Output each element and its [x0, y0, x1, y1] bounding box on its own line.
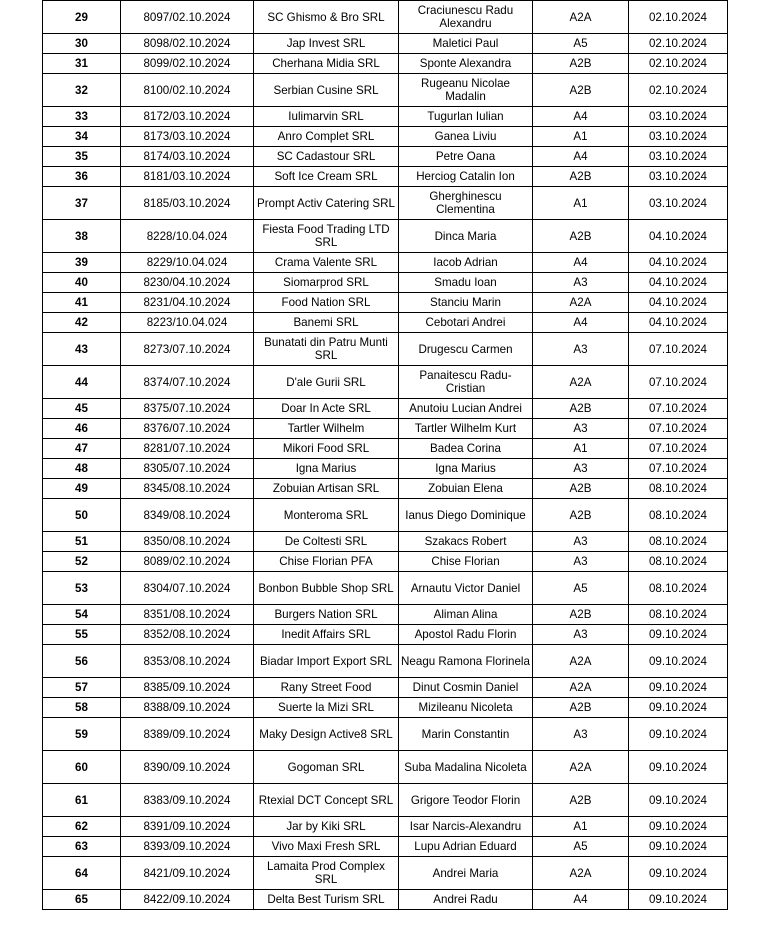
document-number-cell: 8393/09.10.2024 [121, 837, 254, 857]
category-cell: A1 [533, 817, 629, 837]
row-number-cell: 32 [43, 74, 121, 107]
row-number-cell: 56 [43, 645, 121, 678]
date-cell: 04.10.2024 [629, 273, 728, 293]
person-name-cell: Arnautu Victor Daniel [399, 572, 533, 605]
table-row [43, 857, 728, 890]
document-number-cell: 8230/04.10.2024 [121, 273, 254, 293]
person-name-cell: Craciunescu Radu Alexandru [399, 1, 533, 34]
row-number-cell: 57 [43, 678, 121, 698]
date-cell: 07.10.2024 [629, 366, 728, 399]
table-row [43, 293, 728, 313]
person-name-cell: Lupu Adrian Eduard [399, 837, 533, 857]
person-name-cell: Petre Oana [399, 147, 533, 167]
category-cell: A3 [533, 273, 629, 293]
category-cell: A2A [533, 366, 629, 399]
company-name-cell: SC Ghismo & Bro SRL [254, 1, 399, 34]
category-cell: A3 [533, 552, 629, 572]
row-number-cell: 37 [43, 187, 121, 220]
company-name-cell: Siomarprod SRL [254, 273, 399, 293]
category-cell: A1 [533, 439, 629, 459]
table-row [43, 313, 728, 333]
row-number-cell: 52 [43, 552, 121, 572]
row-number-cell: 46 [43, 419, 121, 439]
table-row [43, 479, 728, 499]
table-row [43, 718, 728, 751]
document-number-cell: 8281/07.10.2024 [121, 439, 254, 459]
company-name-cell: Inedit Affairs SRL [254, 625, 399, 645]
date-cell: 02.10.2024 [629, 54, 728, 74]
date-cell: 02.10.2024 [629, 1, 728, 34]
date-cell: 09.10.2024 [629, 784, 728, 817]
document-number-cell: 8374/07.10.2024 [121, 366, 254, 399]
row-number-cell: 60 [43, 751, 121, 784]
person-name-cell: Suba Madalina Nicoleta [399, 751, 533, 784]
document-number-cell: 8385/09.10.2024 [121, 678, 254, 698]
category-cell: A3 [533, 333, 629, 366]
date-cell: 08.10.2024 [629, 605, 728, 625]
row-number-cell: 31 [43, 54, 121, 74]
company-name-cell: Tartler Wilhelm [254, 419, 399, 439]
date-cell: 04.10.2024 [629, 253, 728, 273]
row-number-cell: 54 [43, 605, 121, 625]
company-name-cell: Maky Design Active8 SRL [254, 718, 399, 751]
document-number-cell: 8349/08.10.2024 [121, 499, 254, 532]
company-name-cell: SC Cadastour SRL [254, 147, 399, 167]
category-cell: A2B [533, 605, 629, 625]
document-number-cell: 8099/02.10.2024 [121, 54, 254, 74]
row-number-cell: 62 [43, 817, 121, 837]
company-name-cell: Serbian Cusine SRL [254, 74, 399, 107]
table-row [43, 552, 728, 572]
category-cell: A4 [533, 147, 629, 167]
table-row [43, 499, 728, 532]
row-number-cell: 59 [43, 718, 121, 751]
person-name-cell: Iacob Adrian [399, 253, 533, 273]
document-number-cell: 8231/04.10.2024 [121, 293, 254, 313]
document-number-cell: 8391/09.10.2024 [121, 817, 254, 837]
date-cell: 08.10.2024 [629, 552, 728, 572]
date-cell: 09.10.2024 [629, 625, 728, 645]
company-name-cell: Food Nation SRL [254, 293, 399, 313]
date-cell: 03.10.2024 [629, 107, 728, 127]
person-name-cell: Isar Narcis-Alexandru [399, 817, 533, 837]
person-name-cell: Sponte Alexandra [399, 54, 533, 74]
company-name-cell: Doar In Acte SRL [254, 399, 399, 419]
table-row [43, 220, 728, 253]
person-name-cell: Ganea Liviu [399, 127, 533, 147]
category-cell: A3 [533, 419, 629, 439]
category-cell: A1 [533, 187, 629, 220]
document-number-cell: 8345/08.10.2024 [121, 479, 254, 499]
date-cell: 02.10.2024 [629, 74, 728, 107]
date-cell: 08.10.2024 [629, 572, 728, 605]
company-name-cell: Vivo Maxi Fresh SRL [254, 837, 399, 857]
row-number-cell: 45 [43, 399, 121, 419]
company-name-cell: Soft Ice Cream SRL [254, 167, 399, 187]
company-name-cell: Zobuian Artisan SRL [254, 479, 399, 499]
document-number-cell: 8375/07.10.2024 [121, 399, 254, 419]
document-number-cell: 8172/03.10.2024 [121, 107, 254, 127]
person-name-cell: Tartler Wilhelm Kurt [399, 419, 533, 439]
table-row [43, 625, 728, 645]
date-cell: 09.10.2024 [629, 890, 728, 910]
date-cell: 08.10.2024 [629, 532, 728, 552]
person-name-cell: Andrei Radu [399, 890, 533, 910]
category-cell: A2A [533, 751, 629, 784]
table-row [43, 366, 728, 399]
company-name-cell: Igna Marius [254, 459, 399, 479]
table-row [43, 127, 728, 147]
table-row [43, 107, 728, 127]
category-cell: A2B [533, 74, 629, 107]
category-cell: A2B [533, 698, 629, 718]
category-cell: A2B [533, 220, 629, 253]
company-name-cell: Jap Invest SRL [254, 34, 399, 54]
registry-table-body [43, 1, 728, 910]
row-number-cell: 50 [43, 499, 121, 532]
company-name-cell: Anro Complet SRL [254, 127, 399, 147]
row-number-cell: 61 [43, 784, 121, 817]
company-name-cell: Banemi SRL [254, 313, 399, 333]
table-row [43, 54, 728, 74]
category-cell: A2B [533, 399, 629, 419]
document-number-cell: 8229/10.04.024 [121, 253, 254, 273]
table-row [43, 751, 728, 784]
person-name-cell: Apostol Radu Florin [399, 625, 533, 645]
category-cell: A4 [533, 107, 629, 127]
row-number-cell: 65 [43, 890, 121, 910]
date-cell: 09.10.2024 [629, 837, 728, 857]
category-cell: A2B [533, 54, 629, 74]
date-cell: 09.10.2024 [629, 857, 728, 890]
table-row [43, 698, 728, 718]
person-name-cell: Maletici Paul [399, 34, 533, 54]
company-name-cell: Bunatati din Patru Munti SRL [254, 333, 399, 366]
person-name-cell: Grigore Teodor Florin [399, 784, 533, 817]
registry-table [42, 0, 728, 910]
document-number-cell: 8352/08.10.2024 [121, 625, 254, 645]
category-cell: A4 [533, 253, 629, 273]
row-number-cell: 42 [43, 313, 121, 333]
category-cell: A2A [533, 857, 629, 890]
table-row [43, 167, 728, 187]
company-name-cell: Fiesta Food Trading LTD SRL [254, 220, 399, 253]
row-number-cell: 51 [43, 532, 121, 552]
person-name-cell: Aliman Alina [399, 605, 533, 625]
row-number-cell: 40 [43, 273, 121, 293]
date-cell: 07.10.2024 [629, 399, 728, 419]
category-cell: A1 [533, 127, 629, 147]
person-name-cell: Drugescu Carmen [399, 333, 533, 366]
person-name-cell: Neagu Ramona Florinela [399, 645, 533, 678]
document-number-cell: 8304/07.10.2024 [121, 572, 254, 605]
table-row [43, 147, 728, 167]
table-row [43, 399, 728, 419]
row-number-cell: 29 [43, 1, 121, 34]
document-number-cell: 8174/03.10.2024 [121, 147, 254, 167]
company-name-cell: D'ale Gurii SRL [254, 366, 399, 399]
table-row [43, 645, 728, 678]
row-number-cell: 38 [43, 220, 121, 253]
row-number-cell: 30 [43, 34, 121, 54]
document-number-cell: 8098/02.10.2024 [121, 34, 254, 54]
document-number-cell: 8421/09.10.2024 [121, 857, 254, 890]
category-cell: A3 [533, 459, 629, 479]
row-number-cell: 55 [43, 625, 121, 645]
date-cell: 07.10.2024 [629, 459, 728, 479]
document-number-cell: 8089/02.10.2024 [121, 552, 254, 572]
company-name-cell: Delta Best Turism SRL [254, 890, 399, 910]
date-cell: 07.10.2024 [629, 333, 728, 366]
date-cell: 07.10.2024 [629, 419, 728, 439]
person-name-cell: Anutoiu Lucian Andrei [399, 399, 533, 419]
row-number-cell: 34 [43, 127, 121, 147]
document-number-cell: 8181/03.10.2024 [121, 167, 254, 187]
person-name-cell: Chise Florian [399, 552, 533, 572]
category-cell: A3 [533, 625, 629, 645]
date-cell: 04.10.2024 [629, 293, 728, 313]
row-number-cell: 53 [43, 572, 121, 605]
document-number-cell: 8376/07.10.2024 [121, 419, 254, 439]
company-name-cell: Biadar Import Export SRL [254, 645, 399, 678]
document-number-cell: 8097/02.10.2024 [121, 1, 254, 34]
row-number-cell: 35 [43, 147, 121, 167]
document-number-cell: 8383/09.10.2024 [121, 784, 254, 817]
category-cell: A3 [533, 532, 629, 552]
category-cell: A5 [533, 572, 629, 605]
date-cell: 09.10.2024 [629, 645, 728, 678]
person-name-cell: Panaitescu Radu-Cristian [399, 366, 533, 399]
date-cell: 09.10.2024 [629, 678, 728, 698]
person-name-cell: Gherghinescu Clementina [399, 187, 533, 220]
date-cell: 03.10.2024 [629, 127, 728, 147]
company-name-cell: Rany Street Food [254, 678, 399, 698]
category-cell: A2A [533, 678, 629, 698]
company-name-cell: Lamaita Prod Complex SRL [254, 857, 399, 890]
table-row [43, 1, 728, 34]
person-name-cell: Badea Corina [399, 439, 533, 459]
date-cell: 08.10.2024 [629, 499, 728, 532]
person-name-cell: Stanciu Marin [399, 293, 533, 313]
date-cell: 07.10.2024 [629, 439, 728, 459]
company-name-cell: Iulimarvin SRL [254, 107, 399, 127]
category-cell: A2A [533, 1, 629, 34]
table-row [43, 784, 728, 817]
company-name-cell: Gogoman SRL [254, 751, 399, 784]
date-cell: 09.10.2024 [629, 751, 728, 784]
company-name-cell: Chise Florian PFA [254, 552, 399, 572]
row-number-cell: 33 [43, 107, 121, 127]
person-name-cell: Zobuian Elena [399, 479, 533, 499]
date-cell: 02.10.2024 [629, 34, 728, 54]
category-cell: A2A [533, 645, 629, 678]
date-cell: 08.10.2024 [629, 479, 728, 499]
row-number-cell: 47 [43, 439, 121, 459]
document-number-cell: 8353/08.10.2024 [121, 645, 254, 678]
document-number-cell: 8185/03.10.2024 [121, 187, 254, 220]
person-name-cell: Szakacs Robert [399, 532, 533, 552]
row-number-cell: 48 [43, 459, 121, 479]
company-name-cell: Monteroma SRL [254, 499, 399, 532]
category-cell: A2B [533, 784, 629, 817]
person-name-cell: Tugurlan Iulian [399, 107, 533, 127]
category-cell: A2B [533, 479, 629, 499]
date-cell: 03.10.2024 [629, 167, 728, 187]
document-number-cell: 8390/09.10.2024 [121, 751, 254, 784]
person-name-cell: Cebotari Andrei [399, 313, 533, 333]
document-number-cell: 8273/07.10.2024 [121, 333, 254, 366]
row-number-cell: 43 [43, 333, 121, 366]
table-row [43, 837, 728, 857]
document-number-cell: 8422/09.10.2024 [121, 890, 254, 910]
document-number-cell: 8389/09.10.2024 [121, 718, 254, 751]
company-name-cell: Mikori Food SRL [254, 439, 399, 459]
category-cell: A2B [533, 499, 629, 532]
company-name-cell: Jar by Kiki SRL [254, 817, 399, 837]
table-row [43, 532, 728, 552]
table-row [43, 253, 728, 273]
person-name-cell: Herciog Catalin Ion [399, 167, 533, 187]
row-number-cell: 49 [43, 479, 121, 499]
document-number-cell: 8100/02.10.2024 [121, 74, 254, 107]
category-cell: A3 [533, 718, 629, 751]
category-cell: A2A [533, 293, 629, 313]
table-row [43, 572, 728, 605]
person-name-cell: Dinut Cosmin Daniel [399, 678, 533, 698]
row-number-cell: 36 [43, 167, 121, 187]
row-number-cell: 44 [43, 366, 121, 399]
category-cell: A5 [533, 837, 629, 857]
document-number-cell: 8173/03.10.2024 [121, 127, 254, 147]
table-row [43, 419, 728, 439]
person-name-cell: Smadu Ioan [399, 273, 533, 293]
table-row [43, 605, 728, 625]
category-cell: A2B [533, 167, 629, 187]
person-name-cell: Andrei Maria [399, 857, 533, 890]
document-number-cell: 8305/07.10.2024 [121, 459, 254, 479]
person-name-cell: Mizileanu Nicoleta [399, 698, 533, 718]
company-name-cell: Prompt Activ Catering SRL [254, 187, 399, 220]
category-cell: A4 [533, 890, 629, 910]
table-row [43, 459, 728, 479]
document-number-cell: 8223/10.04.024 [121, 313, 254, 333]
table-row [43, 187, 728, 220]
table-row [43, 439, 728, 459]
person-name-cell: Dinca Maria [399, 220, 533, 253]
table-row [43, 273, 728, 293]
date-cell: 03.10.2024 [629, 187, 728, 220]
table-row [43, 34, 728, 54]
document-number-cell: 8388/09.10.2024 [121, 698, 254, 718]
category-cell: A4 [533, 313, 629, 333]
row-number-cell: 64 [43, 857, 121, 890]
date-cell: 04.10.2024 [629, 220, 728, 253]
date-cell: 04.10.2024 [629, 313, 728, 333]
document-number-cell: 8228/10.04.024 [121, 220, 254, 253]
person-name-cell: Rugeanu Nicolae Madalin [399, 74, 533, 107]
table-row [43, 74, 728, 107]
company-name-cell: Suerte la Mizi SRL [254, 698, 399, 718]
company-name-cell: Crama Valente SRL [254, 253, 399, 273]
company-name-cell: Rtexial DCT Concept SRL [254, 784, 399, 817]
row-number-cell: 41 [43, 293, 121, 313]
date-cell: 09.10.2024 [629, 698, 728, 718]
company-name-cell: Cherhana Midia SRL [254, 54, 399, 74]
company-name-cell: Burgers Nation SRL [254, 605, 399, 625]
table-row [43, 333, 728, 366]
row-number-cell: 58 [43, 698, 121, 718]
category-cell: A5 [533, 34, 629, 54]
table-row [43, 890, 728, 910]
company-name-cell: Bonbon Bubble Shop SRL [254, 572, 399, 605]
document-number-cell: 8350/08.10.2024 [121, 532, 254, 552]
document-number-cell: 8351/08.10.2024 [121, 605, 254, 625]
table-row [43, 678, 728, 698]
date-cell: 09.10.2024 [629, 718, 728, 751]
row-number-cell: 63 [43, 837, 121, 857]
date-cell: 03.10.2024 [629, 147, 728, 167]
person-name-cell: Ianus Diego Dominique [399, 499, 533, 532]
company-name-cell: De Coltesti SRL [254, 532, 399, 552]
person-name-cell: Marin Constantin [399, 718, 533, 751]
row-number-cell: 39 [43, 253, 121, 273]
date-cell: 09.10.2024 [629, 817, 728, 837]
table-row [43, 817, 728, 837]
person-name-cell: Igna Marius [399, 459, 533, 479]
